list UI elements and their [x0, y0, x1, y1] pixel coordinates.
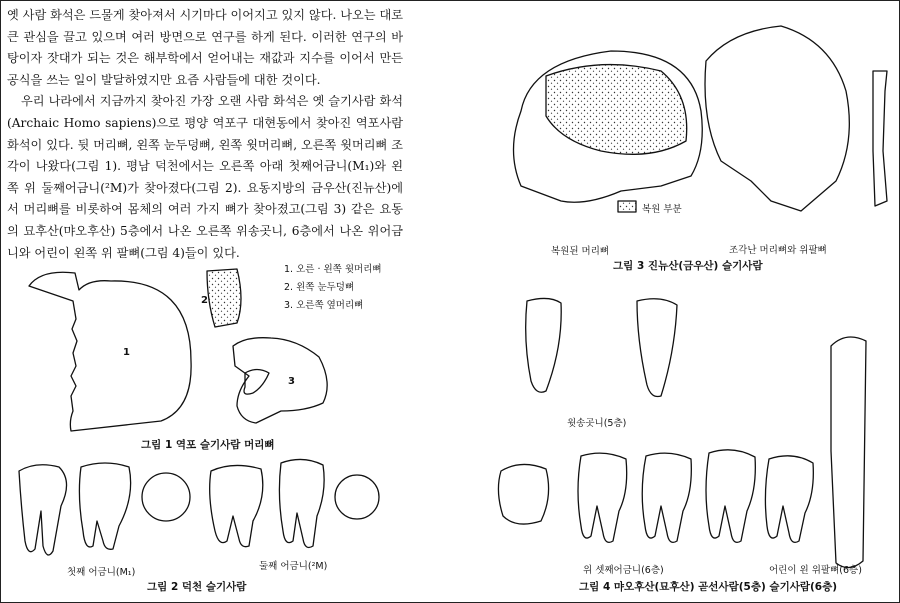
fig2-molar-a	[19, 465, 67, 555]
fig3-caption: 그림 3 진뉴산(금우산) 슬기사람	[613, 260, 763, 272]
fig3-legend-label: 복원 부분	[642, 204, 682, 215]
fig3-restored-area	[546, 65, 687, 155]
fig4-label-molar: 위 셋째어금니(6층)	[583, 565, 664, 576]
fig2-molar-c	[210, 465, 263, 546]
fig3-label-right: 조각난 머리뼈와 위팔뼈	[729, 245, 827, 256]
fig1-temporal-fragment	[233, 338, 327, 423]
paragraph-1: 옛 사람 화석은 드물게 찾아져서 시기마다 이어지고 있지 않다. 나오는 대로 큰 관심을 끌고 있으며 여러 방면으로 연구를 하게 된다. 이러한 연구의 바탕이자 잣대가 되는 것은 해부학에서 얻어내는 재값과 지수를 이어서 만든 공식을 쓰는 일이 발달하였지만 요즘 사람들에 대한 것이다.	[7, 8, 403, 87]
fig1-legend	[284, 261, 382, 315]
fig4-canine-b	[637, 299, 677, 397]
paragraph-2-text: 우리 나라에서 지금까지 찾아진 가장 오랜 사람 화석은 옛 슬기사람 화석(Archaic Homo sapiens)으로 평양 역포구 대현동에서 찾아진 역포사람 화석이 있다. 뒷 머리뼈, 왼쪽 눈두덩뼈, 왼쪽 윗머리뼈, 오른쪽 윗머리뼈 조각이 나왔다(그림 1). 평남 덕천에서는 오른쪽 아래 첫째어금니(M₁)와 왼쪽 위 둘째어금니(²M)가 찾아졌다(그림 2). 요동지방의 금우산(진뉴산)에서 머리뼈를 비롯하여 몸체의 여러 가지 뼈가 찾아졌고(그림 3) 같은 요동의 묘후산(먀오후산) 5층에서 나온 오른쪽 위송곳니, 6층에서 나온 위어금니와 어린이 왼쪽 위 팔뼈(그림 4)들이 있다.	[7, 94, 403, 260]
fig4-label-canine: 윗송곳니(5층)	[567, 418, 627, 429]
fig1-temporal-inner	[244, 370, 269, 395]
fig4-caption: 그림 4 먀오후산(묘후산) 곧선사람(5층) 슬기사람(6층)	[579, 581, 838, 593]
fig1-number-2: 2	[201, 295, 208, 306]
fig2-caption: 그림 2 덕천 슬기사람	[147, 581, 247, 593]
fig4-label-humerus: 어린이 왼 위팔뼈(6층)	[769, 565, 862, 576]
fig1-caption: 그림 1 역포 슬기사람 머리뼈	[141, 439, 275, 451]
fig1-number-1: 1	[123, 347, 130, 358]
fig1-legend-item: 1. 오른 · 왼쪽 윗머리뼈	[284, 264, 382, 275]
fig2-molar-crown-side	[335, 475, 379, 519]
fig3-label-left: 복원된 머리뼈	[551, 246, 610, 257]
fig1-brow-fragment	[207, 269, 241, 327]
fig4-canine-a	[526, 298, 562, 392]
fig2-molar-crown-top	[142, 473, 190, 521]
fig4-molar-top	[498, 464, 548, 524]
fig3-fragment-skull	[705, 26, 849, 211]
fig2-label-left: 첫째 어금니(M₁)	[67, 567, 136, 578]
fig4-molar-c	[706, 450, 755, 543]
fig1-number-3: 3	[288, 376, 295, 387]
fig1-legend-item: 3. 오른쪽 옆머리뼈	[284, 300, 364, 311]
fig2-molar-b	[79, 463, 130, 549]
fig2-label-right: 둘째 어금니(²M)	[259, 561, 328, 572]
fig4-molar-a	[578, 453, 627, 542]
fig3-humerus	[873, 71, 887, 206]
fig1-occipital-fragment	[29, 272, 191, 431]
fig4-molar-d	[765, 456, 813, 543]
fig4-molar-b	[642, 453, 691, 542]
illustrations	[1, 1, 899, 602]
fig4-humerus	[831, 337, 866, 568]
fig1-legend-item: 2. 왼쪽 눈두덩뼈	[284, 282, 355, 293]
fig3-legend-swatch	[618, 201, 636, 212]
fig2-molar-d	[279, 459, 324, 547]
